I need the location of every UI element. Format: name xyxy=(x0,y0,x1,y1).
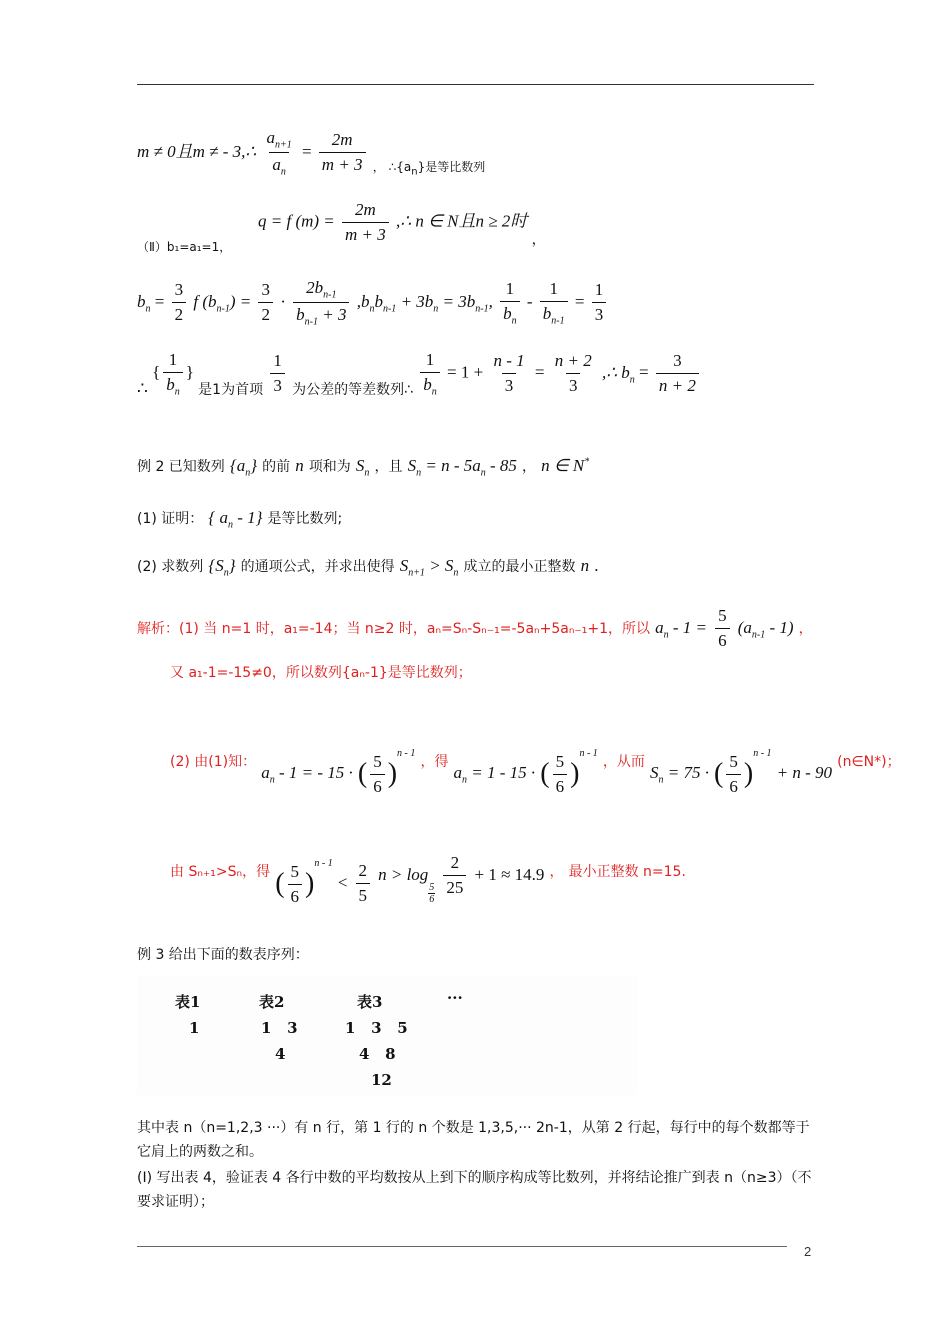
example-2-statement: 例 2 已知数列 $\{a_n\}$ 的前 n 项和为 $S_n$ ，且 $S_n = n - 5a_n - 85$ ， n ∈ N* xyxy=(137,456,590,479)
line-2-expr: q = f (m) = $\frac{2m}{m + 3}$ ,∴ n ∈ N且n ≥ 2时 $_,$ xyxy=(258,200,546,249)
fraction-q: $\frac{2m}{m + 3}$ xyxy=(342,200,389,245)
number-table-sequence-image: 表1 表2 表3 ··· 1 1 3 4 1 3 5 4 8 12 xyxy=(137,975,637,1095)
condition-text: m ≠ 0且m ≠ - 3,∴ xyxy=(137,141,257,161)
line-2-label: （Ⅱ）b₁=a₁=1， xyxy=(137,240,232,254)
header-rule xyxy=(137,84,814,85)
example-2-question-1: (1) 证明： { $a_n - 1$} 是等比数列; xyxy=(137,508,343,531)
footer-rule xyxy=(137,1246,787,1247)
line-3: $b_n$ = $\frac{3}{2}$ f $(b_{n-1})$ = $\frac{3}{2}$ · $\frac{2b_{n-1}}{b_{n-1} + 3}$ $,b_nb_{n-1} + 3b_n = 3b_{n-1}$, $\frac{1}{b_n}$ - $\frac{1}{b_{n-1}}$ = $\frac{1}{3}$ xyxy=(137,278,609,328)
ellipsis: ··· xyxy=(447,989,463,1007)
fraction-2m: $\frac{2m}{m + 3}$ xyxy=(319,130,366,175)
solution-part-2-inequality: 由 Sₙ₊₁>Sₙ，得 ( $\frac{5}{6}$ )$^{n - 1}$ < $\frac{2}{5}$ n > log $\frac{5}{6}$ $\frac{2}{25}$ + 1 ≈ 14.9 ， 最小正整数 n=15. xyxy=(170,853,686,906)
line-1: m ≠ 0且m ≠ - 3,∴ $\frac{a_{n+1}}{a_n}$ = $\frac{2m}{m + 3}$ $_{, \therefore\{a_n\}是等比数列}$ xyxy=(137,128,486,178)
line-4: ∴ { $\frac{1}{b_n}$ } $_{是1为首项}$ $\frac{1}{3}$ $_{为公差的等差数列\therefore}$ $\frac{1}{b_n}$ = 1 + $\frac{n - 1}{3}$ = $\frac{n + 2}{3}$ ,∴ $b_n$ = $\frac{3}{n + 2}$ xyxy=(137,350,702,397)
example-3-description: 其中表 n（n=1,2,3 ···）有 n 行，第 1 行的 n 个数是 1,3,5,··· 2n-1，从第 2 行起，每行中的每个数都等于它肩上的两数之和。 xyxy=(137,1120,810,1160)
solution-part-2: (2) 由(1)知： $a_n - 1$ = - 15 · ( $\frac{5}{6}$ )$^{n - 1}$ ，得 $a_n = 1 - 15$ · ( $\frac{5}{6}$ )$^{n - 1}$ ，从而 $S_n = 75$ · ( $\frac{5}{6}$ )$^{n - 1}$ + n - 90 (n∈N*)； xyxy=(170,748,901,796)
example-2-question-2: (2) 求数列 $\{S_n\}$ 的通项公式，并求出使得 $S_{n+1} > S_n$ 成立的最小正整数 n . xyxy=(137,556,599,579)
table-2-heading: 表2 xyxy=(259,993,285,1011)
table-3-heading: 表3 xyxy=(357,993,383,1011)
example-3-question-1: (Ⅰ) 写出表 4，验证表 4 各行中数的平均数按从上到下的顺序构成等比数列，并将结论推广到表 n（n≥3）（不要求证明）； xyxy=(137,1170,812,1210)
example-3-title: 例 3 给出下面的数表序列： xyxy=(137,947,309,963)
table-1-heading: 表1 xyxy=(175,993,201,1011)
solution-part-1: 解析：(1) 当 n=1 时，a₁=-14；当 n≥2 时，aₙ=Sₙ-Sₙ₋₁=-5aₙ+5aₙ₋₁+1，所以 $a_n - 1$ = $\frac{5}{6}$ $(a_{n-1} - 1)$ ， xyxy=(137,606,813,650)
fraction-a-ratio: $\frac{a_{n+1}}{a_n}$ xyxy=(266,128,292,178)
solution-part-1-conclusion: 又 a₁-1=-15≠0，所以数列{aₙ-1}是等比数列； xyxy=(170,665,472,681)
page-number: 2 xyxy=(804,1244,812,1259)
